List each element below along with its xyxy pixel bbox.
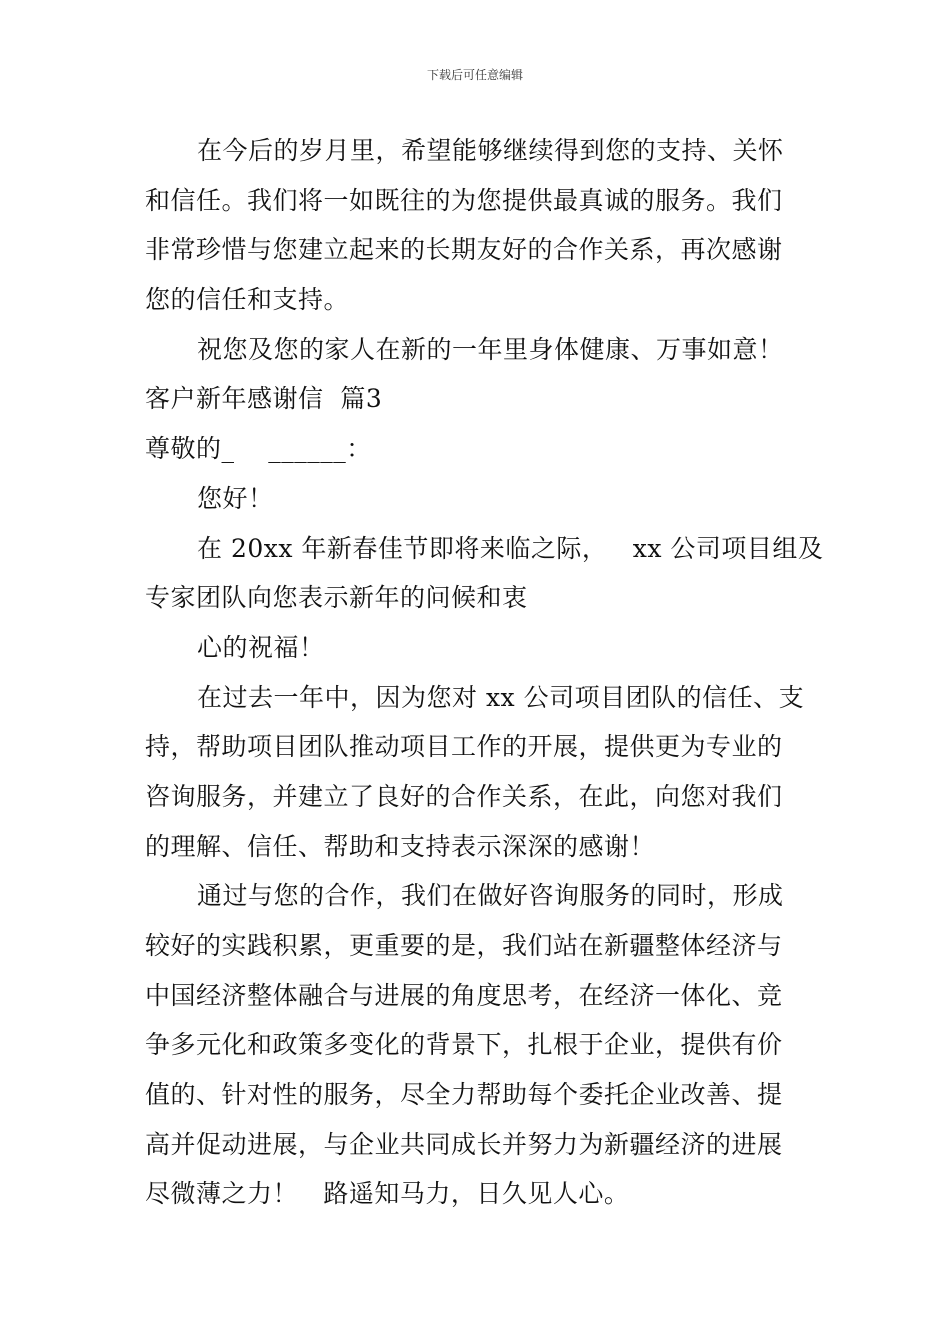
paragraph-line: 和信任。我们将一如既往的为您提供最真诚的服务。我们	[145, 185, 783, 215]
paragraph-line: 值的、针对性的服务，尽全力帮助每个委托企业改善、提	[145, 1080, 783, 1110]
section-title: 客户新年感谢信 篇3	[145, 384, 383, 414]
paragraph-line: 较好的实践积累，更重要的是，我们站在新疆整体经济与	[145, 931, 783, 960]
paragraph-line: 在过去一年中，因为您对 xx 公司项目团队的信任、支	[197, 682, 805, 712]
document-body	[145, 126, 824, 1219]
paragraph-line: 的理解、信任、帮助和支持表示深深的感谢！	[145, 831, 656, 861]
paragraph-line: 心的祝福！	[197, 632, 325, 662]
paragraph-line: 持，帮助项目团队推动项目工作的开展，提供更为专业的	[145, 732, 783, 762]
paragraph-line: 非常珍惜与您建立起来的长期友好的合作关系，再次感谢	[145, 235, 783, 265]
paragraph-line: 咨询服务，并建立了良好的合作关系，在此，向您对我们	[145, 781, 783, 811]
paragraph-line: 在 20xx 年新春佳节即将来临之际， xx 公司项目组及	[197, 533, 824, 563]
paragraph-line: 专家团队向您表示新年的问候和衷	[145, 583, 528, 613]
paragraph-line: 在今后的岁月里，希望能够继续得到您的支持、关怀	[197, 136, 784, 165]
paragraph-line: 通过与您的合作，我们在做好咨询服务的同时，形成	[197, 881, 784, 911]
page-header-note: 下载后可任意编辑	[426, 68, 523, 82]
paragraph-line: 争多元化和政策多变化的背景下，扎根于企业，提供有价	[145, 1030, 783, 1060]
greeting-line: 祝您及您的家人在新的一年里身体健康、万事如意！	[197, 334, 784, 364]
salutation: 尊敬的_ ______：	[145, 434, 372, 464]
paragraph-line: 中国经济整体融合与进展的角度思考，在经济一体化、竞	[145, 980, 783, 1010]
paragraph-line: 高并促动进展，与企业共同成长并努力为新疆经济的进展	[145, 1129, 783, 1159]
greeting-line: 您好！	[197, 483, 274, 513]
paragraph-line: 您的信任和支持。	[145, 285, 350, 315]
paragraph-line: 尽微薄之力！ 路遥知马力，日久见人心。	[145, 1179, 630, 1209]
